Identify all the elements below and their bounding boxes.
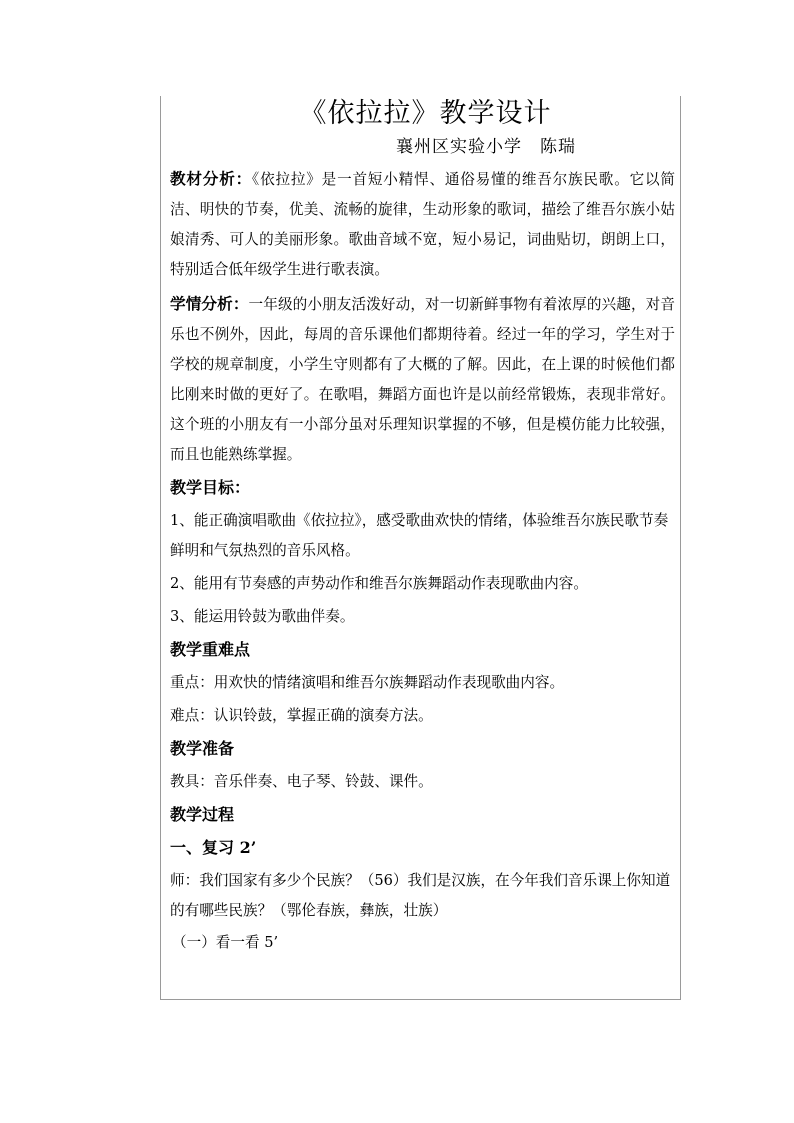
material-analysis-label: 教材分析： xyxy=(170,169,252,188)
preparation-heading: 教学准备 xyxy=(170,739,235,758)
goals-heading: 教学目标： xyxy=(170,478,251,497)
process-subsection-look: （一）看一看 5’ xyxy=(172,934,279,951)
student-analysis-text: 一年级的小朋友活泼好动，对一切新鲜事物有着浓厚的兴趣，对音乐也不例外，因此，每周的音乐课他们都期待着。经过一年的学习，学生对于学校的规章制度，小学生守则都有了大概的了解。因此，在上课的时候他们都比刚来时做的更好了。在歌唱，舞蹈方面也许是以前经常锻炼，表现非常好。这个班的小朋友有一小部分虽对乐理知识掌握的不够，但是模仿能力比较强，而且也能熟练掌握。 xyxy=(170,296,675,463)
student-analysis-label: 学情分析： xyxy=(170,294,249,313)
student-analysis-paragraph xyxy=(170,289,675,470)
material-analysis-text: 《依拉拉》是一首短小精悍、通俗易懂的维吾尔族民歌。它以简洁、明快的节奏，优美、流畅的旋律，生动形象的歌词，描绘了维吾尔族小姑娘清秀、可人的美丽形象。歌曲音域不宽，短小易记，词曲贴切，朗朗上口，特别适合低年级学生进行歌表演。 xyxy=(170,171,675,278)
goal-item-3: 3、能运用铃鼓为歌曲伴奏。 xyxy=(170,608,355,625)
process-heading: 教学过程 xyxy=(170,805,235,824)
teacher-dialogue: 师：我们国家有多少个民族？（56）我们是汉族，在今年我们音乐课上你知道的有哪些民族？（鄂伦春族，彝族，壮族） xyxy=(170,872,671,919)
material-analysis-paragraph xyxy=(170,164,675,285)
author-line: 襄州区实验小学 陈瑞 xyxy=(396,137,576,157)
document-title: 《依拉拉》教学设计 xyxy=(299,98,552,129)
document-body xyxy=(170,96,675,958)
key-point-focus: 重点：用欢快的情绪演唱和维吾尔族舞蹈动作表现歌曲内容。 xyxy=(170,674,565,691)
goal-item-1: 1、能正确演唱歌曲《依拉拉》，感受歌曲欢快的情绪，体验维吾尔族民歌节奏鲜明和气氛热烈的音乐风格。 xyxy=(170,512,669,559)
preparation-item: 教具：音乐伴奏、电子琴、铃鼓、课件。 xyxy=(170,773,433,790)
key-point-difficulty: 难点：认识铃鼓，掌握正确的演奏方法。 xyxy=(170,707,433,724)
goal-item-2: 2、能用有节奏感的声势动作和维吾尔族舞蹈动作表现歌曲内容。 xyxy=(170,575,588,592)
key-points-heading: 教学重难点 xyxy=(170,640,251,659)
process-section-review: 一、复习 2’ xyxy=(170,838,257,857)
